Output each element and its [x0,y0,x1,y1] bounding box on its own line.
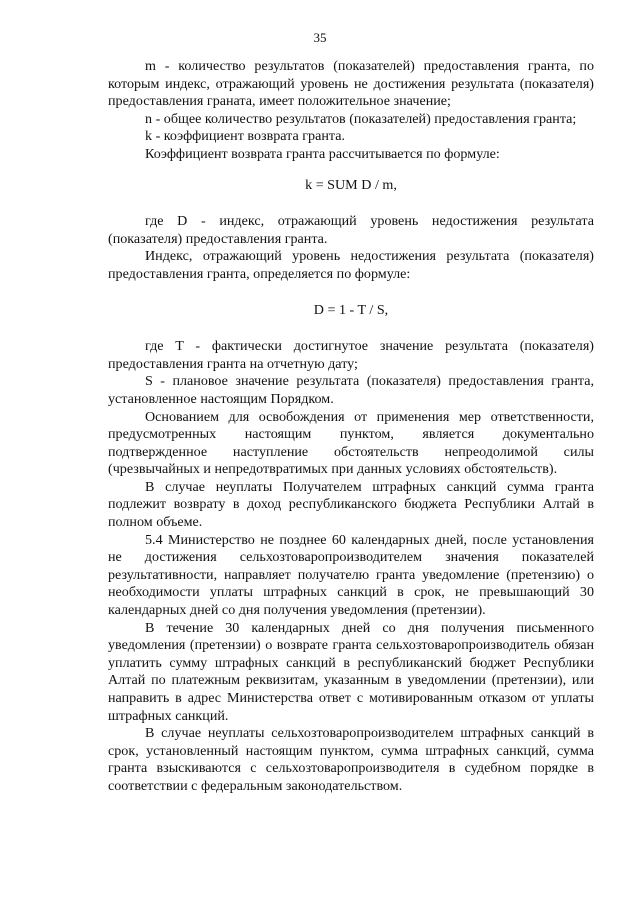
formula-d: D = 1 - T / S, [313,301,389,318]
paragraph-payment-term: В течение 30 календарных дней со дня получения письменного уведомления (претензии) о возврате гранта сельхозтоваропроизводитель обязан уплатить сумму штрафных санкций в республиканский бюджет Республики Алтай по платежным реквизитам, указанным в уведомлении (претензии), или направить в адрес Министерства ответ с мотивированным отказом от уплаты штрафных санкций. [108,619,594,724]
paragraph-d-formula-intro: Индекс, отражающий уровень недостижения результата (показателя) предоставления гранта, определяется по формуле: [108,248,594,282]
paragraph-m-definition: m - количество результатов (показателей) предоставления гранта, по которым индекс, отражающий уровень не достижения результата (показателя) предоставления граната, имеет положительное значение; [108,58,594,110]
paragraph-court-recovery: В случае неуплаты сельхозтоваропроизводителем штрафных санкций в срок, установленный настоящим пунктом, сумма штрафных санкций, сумма гранта взыскиваются с сельхозтоваропроизводителя в судебном порядке в соответствии с федеральным законодательством. [108,725,594,794]
paragraph-t-definition: где T - фактически достигнутое значение результата (показателя) предоставления гранта на отчетную дату; [108,338,594,372]
formula-k: k = SUM D / m, [305,176,397,193]
paragraph-5-4-notice: 5.4 Министерство не позднее 60 календарных дней, после установления не достижения сельхозтоваропроизводителем значения показателей результативности, направляет получателю гранта уведомление (претензию) о необходимости уплаты штрафных санкций в срок, не превышающий 30 календарных дней со дня получения уведомления (претензии). [108,531,594,619]
page-number: 35 [313,30,327,45]
paragraph-force-majeure: Основанием для освобождения от применения мер ответственности, предусмотренных настоящим пунктом, является документально подтвержденное наступление обстоятельств непреодолимой силы (чрезвычайных и непредотвратимых при данных условиях обстоятельств). [108,408,594,478]
paragraph-s-definition: S - плановое значение результата (показателя) предоставления гранта, установленное настоящим Порядком. [108,373,594,407]
paragraph-n-definition: n - общее количество результатов (показателей) предоставления гранта; [145,110,577,127]
paragraph-nonpayment-return: В случае неуплаты Получателем штрафных санкций сумма гранта подлежит возврату в доход республиканского бюджета Республики Алтай в полном объеме. [108,478,594,531]
paragraph-d-definition: где D - индекс, отражающий уровень недостижения результата (показателя) предоставления гранта. [108,213,594,247]
paragraph-k-formula-intro: Коэффициент возврата гранта рассчитывается по формуле: [145,145,500,162]
paragraph-k-definition: k - коэффициент возврата гранта. [145,128,346,145]
document-body [108,58,594,796]
